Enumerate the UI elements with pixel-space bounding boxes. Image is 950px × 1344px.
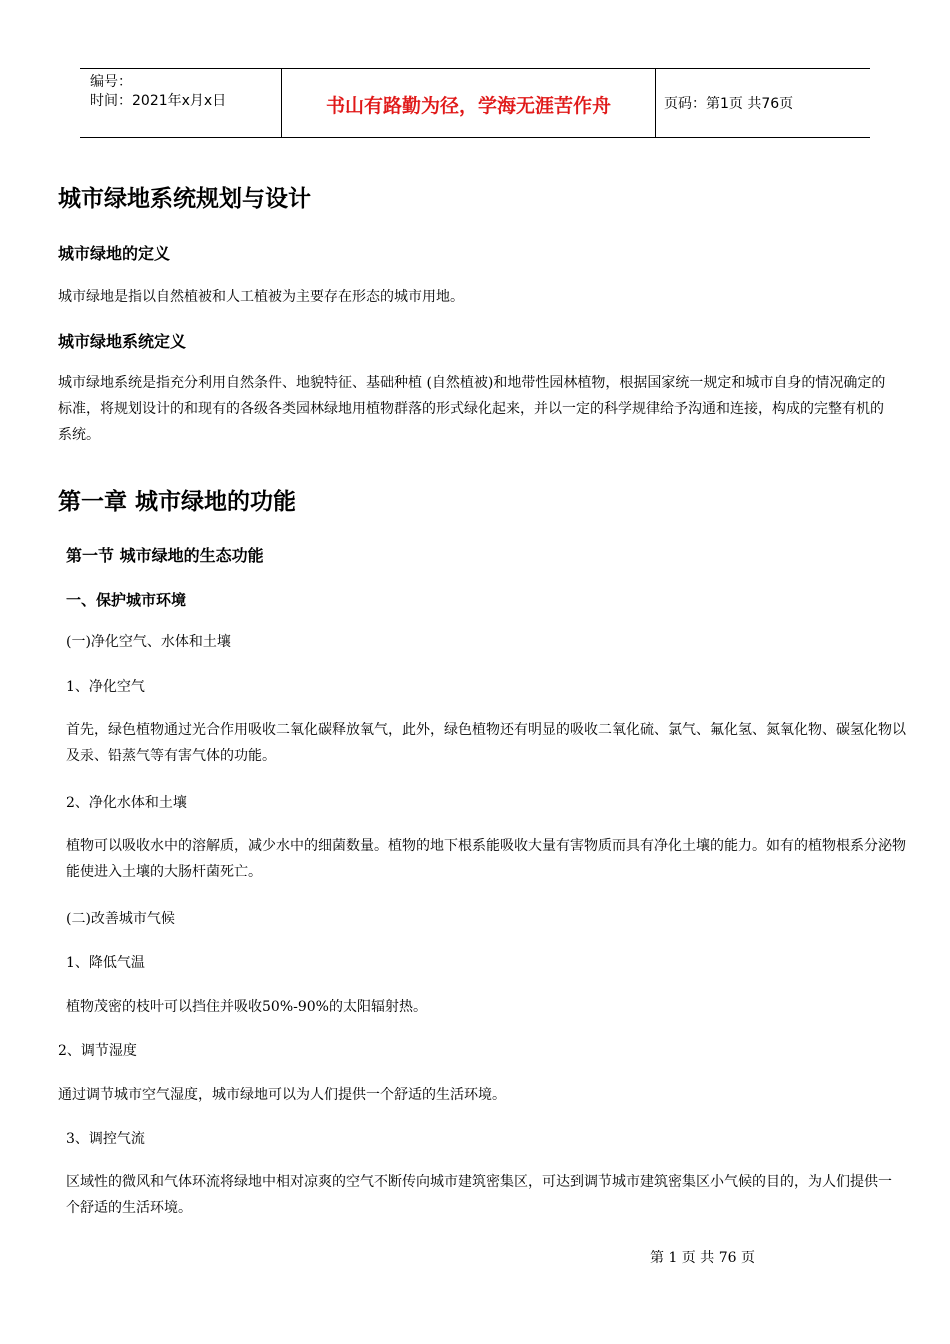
section-heading: 第一节 城市绿地的生态功能	[66, 546, 264, 565]
motto-text: 书山有路勤为径，学海无涯苦作舟	[325, 95, 611, 117]
point-heading: 1、净化空气	[66, 679, 145, 695]
chapter-heading: 第一章 城市绿地的功能	[58, 489, 297, 515]
point-heading: 1、降低气温	[66, 955, 145, 971]
point-heading: 2、净化水体和土壤	[66, 795, 187, 811]
point-heading: 2、调节湿度	[58, 1043, 137, 1059]
document-header	[80, 68, 870, 138]
page-footer: 第 1 页 共 76 页	[650, 1250, 755, 1266]
page-label: 页码：第1页 共76页	[664, 96, 794, 112]
paragraph: 植物可以吸收水中的溶解质，减少水中的细菌数量。植物的地下根系能吸收大量有害物质而具有净化土壤的能力。如有的植物根系分泌物能使进入土壤的大肠杆菌死亡。	[66, 838, 906, 880]
definition-text: 城市绿地是指以自然植被和人工植被为主要存在形态的城市用地。	[58, 289, 464, 305]
paragraph: 区域性的微风和气体环流将绿地中相对凉爽的空气不断传向城市建筑密集区，可达到调节城市建筑密集区小气候的目的，为人们提供一个舒适的生活环境。	[66, 1174, 892, 1216]
paragraph: 首先，绿色植物通过光合作用吸收二氧化碳释放氧气，此外，绿色植物还有明显的吸收二氧化硫、氯气、氟化氢、氮氧化物、碳氢化物以及汞、铅蒸气等有害气体的功能。	[66, 722, 906, 764]
header-page-cell	[656, 69, 870, 137]
point-heading: 3、调控气流	[66, 1131, 145, 1147]
number-label: 编号：	[90, 74, 132, 90]
header-motto-cell	[282, 69, 656, 137]
subsection-1: (一)净化空气、水体和土壤	[66, 634, 231, 650]
subsection-2: (二)改善城市气候	[66, 911, 175, 927]
document-title: 城市绿地系统规划与设计	[58, 186, 311, 212]
item-heading: 一、保护城市环境	[66, 591, 187, 609]
system-definition-heading: 城市绿地系统定义	[58, 332, 187, 351]
time-label: 时间：2021年x月x日	[90, 93, 227, 109]
definition-heading: 城市绿地的定义	[58, 244, 171, 263]
system-definition-text: 城市绿地系统是指充分利用自然条件、地貌特征、基础种植 (自然植被)和地带性园林植物，根据国家统一规定和城市自身的情况确定的标准，将规划设计的和现有的各级各类园林绿地用植物群落的形式绿化起来，并以一定的科学规律给予沟通和连接，构成的完整有机的系统。	[58, 375, 886, 443]
header-info-cell	[80, 69, 282, 137]
paragraph: 通过调节城市空气湿度，城市绿地可以为人们提供一个舒适的生活环境。	[58, 1087, 506, 1103]
paragraph: 植物茂密的枝叶可以挡住并吸收50%-90%的太阳辐射热。	[66, 999, 427, 1015]
